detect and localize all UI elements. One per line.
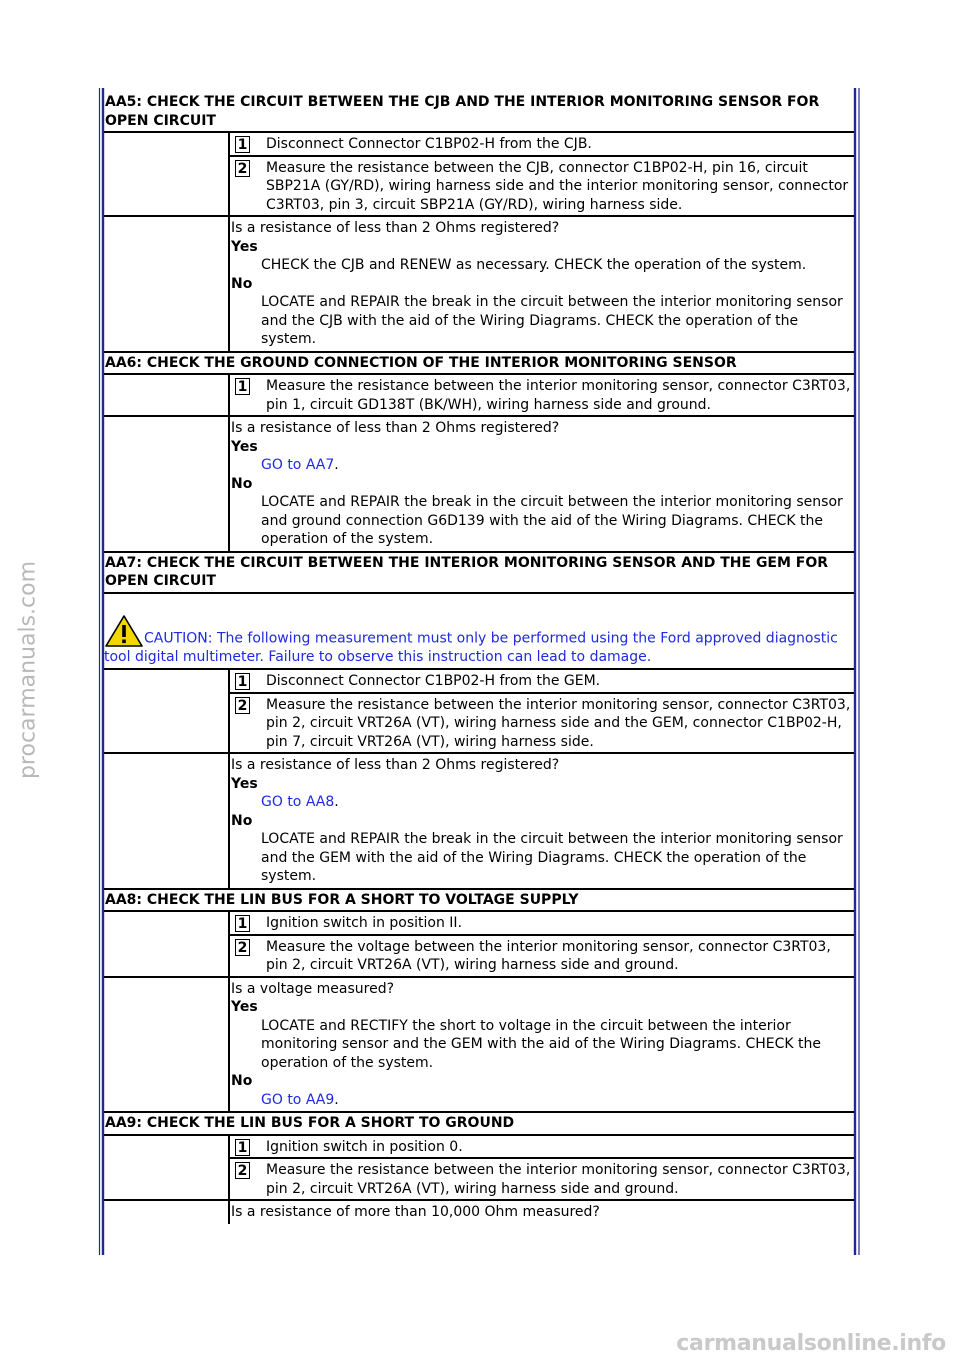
question-text: Is a resistance of less than 2 Ohms registered? [231,420,560,436]
step-number: 2 [235,697,250,714]
step-number: 1 [235,915,250,932]
step-text: Measure the resistance between the interior monitoring sensor, connector C3RT03, pin 2, circuit VRT26A (VT), wiring harness side and the GEM, connector C1BP02-H, pin 7, circuit VRT26A (VT), wiring harness side. [266,696,851,750]
procedure-step [230,133,854,157]
procedure-step [230,157,854,216]
step-number: 2 [235,160,250,177]
step-number: 2 [235,939,250,956]
question-row [104,1201,854,1224]
section-heading: AA9: CHECK THE LIN BUS FOR A SHORT TO GROUND [104,1113,854,1136]
no-action-text: LOCATE and REPAIR the break in the circuit between the interior monitoring sensor and ground connection G6D139 with the aid of the Wiring Diagrams. CHECK the operation of the system. [261,494,843,547]
section-heading: AA5: CHECK THE CIRCUIT BETWEEN THE CJB AND THE INTERIOR MONITORING SENSOR FOR OPEN CIRCUIT [104,92,854,133]
step-number: 2 [235,1162,250,1179]
no-action [231,493,854,549]
step-text: Ignition switch in position 0. [266,1138,463,1155]
left-spacer-cell [104,754,230,888]
procedure-step [230,912,854,936]
steps-row [104,1136,854,1202]
procedure-step [230,1136,854,1160]
question-text: Is a voltage measured? [231,980,395,997]
left-spacer-cell [104,133,230,215]
question-row [104,217,854,353]
left-spacer-cell [104,417,230,551]
yes-action [231,1017,854,1073]
yes-action-text: CHECK the CJB and RENEW as necessary. CHECK the operation of the system. [261,257,807,273]
steps-cell [230,1136,854,1200]
question-text: Is a resistance of more than 10,000 Ohm measured? [231,1204,600,1220]
section-heading: AA8: CHECK THE LIN BUS FOR A SHORT TO VOLTAGE SUPPLY [104,890,854,913]
no-action [231,1091,854,1110]
right-margin-rule [853,88,861,1255]
question-row [104,417,854,553]
step-number: 1 [235,136,250,153]
yes-label: Yes [231,775,258,792]
step-text: Measure the resistance between the interior monitoring sensor, connector C3RT03, pin 2, circuit VRT26A (VT), wiring harness side and ground. [266,1162,851,1197]
steps-row [104,670,854,754]
no-action [231,830,854,886]
left-spacer-cell [104,375,230,415]
procedure-step [230,936,854,976]
no-label: No [231,275,253,292]
step-text: Disconnect Connector C1BP02-H from the CJB. [266,136,592,152]
left-spacer-cell [104,912,230,976]
section-heading: AA6: CHECK THE GROUND CONNECTION OF THE INTERIOR MONITORING SENSOR [104,353,854,376]
question-cell [230,978,854,1112]
test-step-section [104,890,854,1114]
step-number: 1 [235,1139,250,1156]
steps-cell [230,912,854,976]
section-heading: AA7: CHECK THE CIRCUIT BETWEEN THE INTERIOR MONITORING SENSOR AND THE GEM FOR OPEN CIRCUIT [104,553,854,594]
steps-row [104,133,854,217]
question-cell [230,1201,854,1224]
procedure-document [104,92,854,1224]
step-number: 1 [235,378,250,395]
goto-link[interactable]: GO to AA8 [261,794,335,810]
procedure-step [230,670,854,694]
link-period: . [334,457,339,473]
caution-text: CAUTION: The following measurement must only be performed using the Ford approved diagnostic tool digital multimeter. Failure to observe this instruction can lead to damage. [104,630,838,665]
question-row [104,754,854,890]
footer-watermark: carmanualsonline.info [676,1331,946,1356]
yes-action [231,256,854,275]
no-label: No [231,1073,253,1089]
link-period: . [334,794,339,810]
yes-label: Yes [231,438,258,455]
test-step-section [104,92,854,353]
test-step-section [104,1113,854,1224]
yes-action-text: LOCATE and RECTIFY the short to voltage in the circuit between the interior monitoring sensor and the GEM with the aid of the Wiring Diagrams. CHECK the operation of the system. [261,1017,822,1071]
yes-action [231,456,854,475]
side-watermark-text: procarmanuals.com [15,560,41,780]
yes-action [231,793,854,812]
left-spacer-cell [104,217,230,351]
yes-label: Yes [231,999,258,1015]
step-text: Measure the voltage between the interior monitoring sensor, connector C3RT03, pin 2, circuit VRT26A (VT), wiring harness side and ground. [266,938,831,973]
procedure-step [230,375,854,415]
left-spacer-cell [104,1201,230,1224]
steps-cell [230,375,854,415]
side-watermark [8,560,48,780]
warning-icon [104,614,144,648]
no-action [231,293,854,349]
step-text: Ignition switch in position II. [266,915,463,931]
question-cell [230,754,854,888]
no-action-text: LOCATE and REPAIR the break in the circuit between the interior monitoring sensor and the GEM with the aid of the Wiring Diagrams. CHECK the operation of the system. [261,831,843,884]
question-row [104,978,854,1114]
question-cell [230,217,854,351]
goto-link[interactable]: GO to AA9 [261,1091,335,1108]
question-text: Is a resistance of less than 2 Ohms registered? [231,220,560,236]
left-spacer-cell [104,670,230,752]
caution-note [104,594,854,671]
no-label: No [231,812,253,829]
left-spacer-cell [104,1136,230,1200]
step-text: Disconnect Connector C1BP02-H from the GEM. [266,673,601,689]
link-period: . [334,1091,339,1108]
steps-cell [230,670,854,752]
question-cell [230,417,854,551]
left-spacer-cell [104,978,230,1112]
steps-row [104,375,854,417]
steps-row [104,912,854,978]
test-step-section [104,553,854,890]
procedure-step [230,1159,854,1199]
no-action-text: LOCATE and REPAIR the break in the circuit between the interior monitoring sensor and the CJB with the aid of the Wiring Diagrams. CHECK the operation of the system. [261,294,843,347]
procedure-step [230,694,854,753]
step-text: Measure the resistance between the CJB, connector C1BP02-H, pin 16, circuit SBP21A (GY/RD), wiring harness side and the interior monitoring sensor, connector C3RT03, pin 3, circuit SBP21A (GY/RD), wiring harness side. [266,159,849,213]
step-number: 1 [235,673,250,690]
goto-link[interactable]: GO to AA7 [261,457,335,473]
yes-label: Yes [231,238,258,255]
steps-cell [230,133,854,215]
test-step-section [104,353,854,553]
step-text: Measure the resistance between the interior monitoring sensor, connector C3RT03, pin 1, circuit GD138T (BK/WH), wiring harness side and ground. [266,378,851,413]
no-label: No [231,475,253,492]
question-text: Is a resistance of less than 2 Ohms registered? [231,757,560,773]
